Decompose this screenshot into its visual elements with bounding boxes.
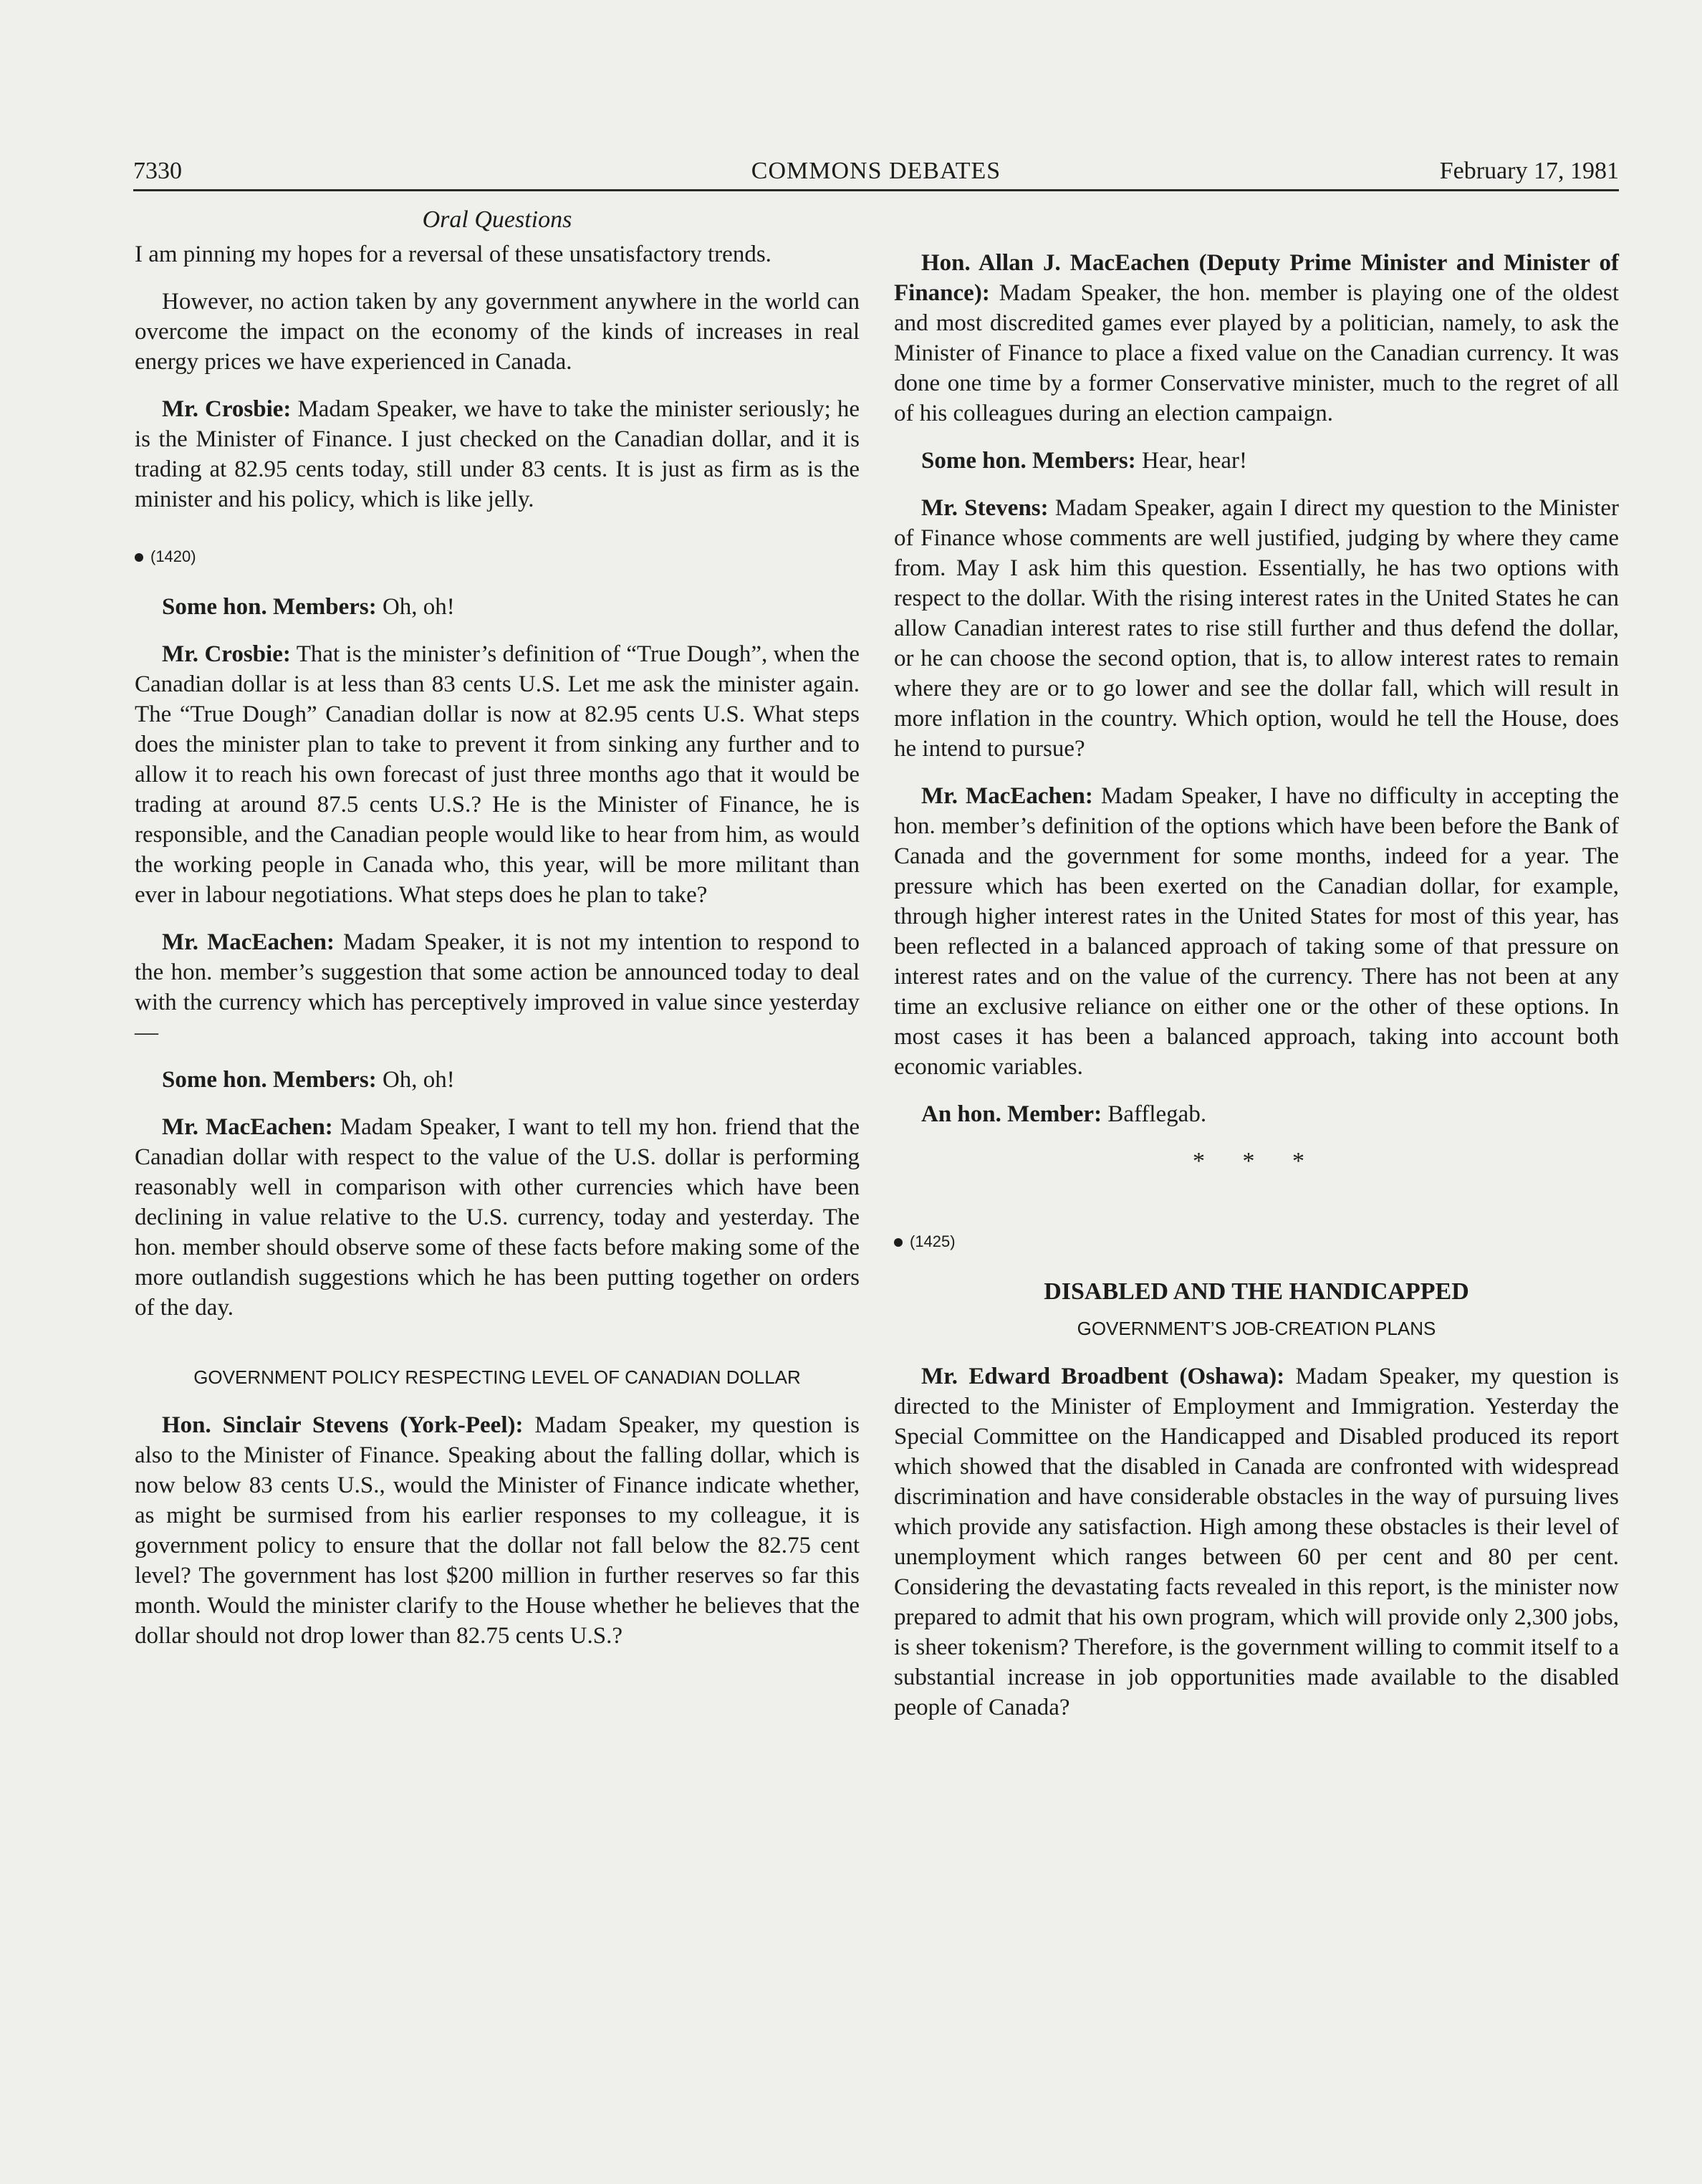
speech-paragraph xyxy=(135,639,860,910)
subsection-heading: GOVERNMENT’S JOB-CREATION PLANS xyxy=(1077,1318,1436,1339)
speaker-name: Mr. MacEachen: xyxy=(162,1114,333,1140)
subsection-heading: GOVERNMENT POLICY RESPECTING LEVEL OF CANADIAN DOLLAR xyxy=(193,1366,801,1388)
speech-text: Oh, oh! xyxy=(376,594,455,620)
speech-text: Madam Speaker, we have to take the minister seriously; he is the Minister of Finance. I just checked on the Canadian dollar, and it is trading at 82.95 cents today, still under 83 cents. It is just as firm as is the minister and his policy, which is like jelly. xyxy=(135,396,860,512)
speech-text: Madam Speaker, the hon. member is playing one of the oldest and most discredited games ever played by a politician, namely, to ask the Minister of Finance to place a fixed value on the Canadian currency. It was done one time by a former Conservative minister, much to the regret of all of his colleagues during an election campaign. xyxy=(894,280,1619,426)
speech-text: Madam Speaker, my question is also to the Minister of Finance. Speaking about the falling dollar, which is now below 83 cents U.S., would the Minister of Finance indicate whether, as might be surmised from his earlier responses to my colleague, it is government policy to ensure that the dollar not fall below the 82.75 cent level? The government has lost $200 million in further reserves so far this month. Would the minister clarify to the House whether he believes that the dollar should not drop lower than 82.75 cents U.S.? xyxy=(135,1412,860,1649)
speaker-name: Mr. Edward Broadbent (Oshawa): xyxy=(921,1364,1285,1389)
speaker-name: Mr. Stevens: xyxy=(921,495,1049,521)
section-separator: * * * xyxy=(1193,1148,1320,1174)
speaker-name: Mr. MacEachen: xyxy=(162,929,335,955)
speech-paragraph xyxy=(135,1065,860,1095)
time-stamp: (1420) xyxy=(150,547,196,565)
paragraph: However, no action taken by any government anywhere in the world can overcome the impact on the economy of the kinds of increases in real energy prices we have experienced in Canada. xyxy=(135,289,860,375)
speaker-name: Some hon. Members: xyxy=(162,594,377,620)
speech-text: Hear, hear! xyxy=(1135,448,1248,474)
speech-paragraph xyxy=(894,1361,1619,1723)
speech-text: Oh, oh! xyxy=(376,1067,455,1093)
bullet-icon xyxy=(135,553,143,562)
bullet-icon xyxy=(894,1238,903,1247)
speech-text: Madam Speaker, it is not my intention to respond to the hon. member’s suggestion that some action be announced today to deal with the currency which has perceptively improved in value since yesterday— xyxy=(135,929,860,1045)
time-marker xyxy=(135,542,860,572)
speaker-name: Mr. MacEachen: xyxy=(921,783,1093,809)
speech-paragraph xyxy=(894,446,1619,476)
speaker-name: Hon. Allan J. MacEachen (Deputy Prime Minister and Minister of Finance): xyxy=(894,250,1619,306)
issue-date: February 17, 1981 xyxy=(1439,158,1619,184)
speech-paragraph xyxy=(894,1099,1619,1129)
section-label: Oral Questions xyxy=(422,206,572,233)
speech-text: Madam Speaker, again I direct my question to the Minister of Finance whose comments are well justified, judging by where they came from. May I ask him this question. Essentially, he has two options with respect to the dollar. With the rising interest rates in the United States he can allow Canadian interest rates to rise still further and thus defend the dollar, or he can choose the second option, that is, to allow interest rates to remain where they are or to go lower and see the dollar fall, which will result in more inflation in the country. Which option, would he tell the House, does he intend to pursue? xyxy=(894,495,1619,762)
left-column xyxy=(135,205,860,1668)
speaker-name: An hon. Member: xyxy=(921,1101,1102,1127)
speaker-name: Some hon. Members: xyxy=(162,1067,377,1093)
speaker-name: Some hon. Members: xyxy=(921,448,1136,474)
right-column xyxy=(894,248,1619,1740)
speech-paragraph xyxy=(135,592,860,622)
speaker-name: Mr. Crosbie: xyxy=(162,396,292,422)
speech-paragraph xyxy=(894,781,1619,1082)
section-heading: DISABLED AND THE HANDICAPPED xyxy=(1044,1278,1469,1305)
speech-paragraph xyxy=(894,248,1619,428)
speech-text: Bafflegab. xyxy=(1102,1101,1207,1127)
speech-paragraph xyxy=(894,493,1619,764)
paragraph: I am pinning my hopes for a reversal of these unsatisfactory trends. xyxy=(135,241,771,267)
speech-paragraph xyxy=(135,1410,860,1651)
speaker-name: Hon. Sinclair Stevens (York-Peel): xyxy=(162,1412,524,1438)
speech-paragraph xyxy=(135,927,860,1048)
publication-title: COMMONS DEBATES xyxy=(751,158,1001,184)
speech-text: Madam Speaker, my question is directed to the Minister of Employment and Immigration. Yesterday the Special Committee on the Handicapped and Disabled produced its report which showed that the disabled in Canada are confronted with widespread discrimination and have considerable obstacles in the way of pursuing lives which provide any satisfaction. High among these obstacles is their level of unemployment which ranges between 60 per cent and 80 per cent. Considering the devastating facts revealed in this report, is the minister now prepared to admit that his own program, which will provide only 2,300 jobs, is sheer tokenism? Therefore, is the government willing to commit itself to a substantial increase in job opportunities made available to the disabled people of Canada? xyxy=(894,1364,1619,1720)
speech-paragraph xyxy=(135,394,860,514)
page-number: 7330 xyxy=(133,158,182,184)
speech-text: That is the minister’s definition of “True Dough”, when the Canadian dollar is at less than 83 cents U.S. Let me ask the minister again. The “True Dough” Canadian dollar is now at 82.95 cents U.S. What steps does the minister plan to take to prevent it from sinking any further and to allow it to reach his own forecast of just three months ago that it would be trading at around 87.5 cents U.S.? He is the Minister of Finance, he is responsible, and the Canadian people would like to hear from him, as would the working people in Canada who, this year, will be more militant than ever in labour negotiations. What steps does he plan to take? xyxy=(135,641,860,908)
time-stamp: (1425) xyxy=(910,1232,956,1250)
speech-text: Madam Speaker, I want to tell my hon. friend that the Canadian dollar with respect to the value of the U.S. dollar is performing reasonably well in comparison with other currencies which have been declining in value relative to the U.S. currency, today and yesterday. The hon. member should observe some of these facts before making some of the more outlandish suggestions which he has been putting together on orders of the day. xyxy=(135,1114,860,1321)
time-marker xyxy=(894,1227,1619,1257)
speech-paragraph xyxy=(135,1112,860,1323)
speaker-name: Mr. Crosbie: xyxy=(162,641,291,667)
speech-text: Madam Speaker, I have no difficulty in accepting the hon. member’s definition of the options which have been before the Bank of Canada and the government for some months, indeed for a year. The pressure which has been exerted on the Canadian dollar, for example, through higher interest rates in the United States for most of this year, has been reflected in a balanced approach of taking some of that pressure on interest rates and on the value of the currency. There has not been at any time an exclusive reliance on either one or the other of these options. In most cases it has been a balanced approach, taking into account both economic variables. xyxy=(894,783,1619,1080)
page-header xyxy=(133,153,1619,191)
